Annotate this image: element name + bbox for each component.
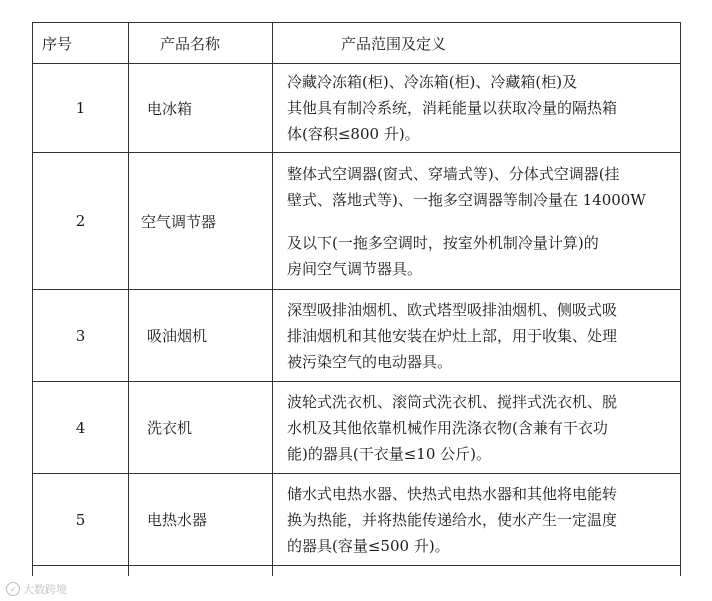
row-number: 5 [33,474,129,566]
row-number: 2 [33,153,129,290]
definition-line: 体(容积≤800 升)。 [287,125,420,143]
header-product-name: 产品名称 [129,23,273,64]
header-scope-definition: 产品范围及定义 [273,23,681,64]
definition-line: 水机及其他依靠机械作用洗涤衣物(含兼有干衣功 [287,418,608,437]
product-definition [273,474,681,566]
definition-line: 房间空气调节器具。 [287,259,423,278]
definition-line: 其他具有制冷系统，消耗能量以获取冷量的隔热箱 [287,99,618,117]
product-name: 洗衣机 [129,382,273,474]
row-number: 3 [33,290,129,382]
definition-line: 被污染空气的电动器具。 [287,352,453,371]
table-row [33,474,681,566]
table-row [33,64,681,153]
table-row [33,153,681,290]
table-header-row [33,23,681,64]
product-scope-table [32,22,681,576]
definition-line: 壁式、落地式等)、一拖多空调器等制冷量在 14000W [287,190,646,209]
definition-line: 能)的器具(干衣量≤10 公斤)。 [287,444,491,463]
table-row [33,290,681,382]
definition-line: 冷藏冷冻箱(柜)、冷冻箱(柜)、冷藏箱(柜)及 [287,73,578,91]
product-name: 吸油烟机 [129,290,273,382]
definition-line: 储水式电热水器、快热式电热水器和其他将电能转 [287,484,618,503]
definition-line: 的器具(容量≤500 升)。 [287,536,450,555]
definition-line: 换为热能，并将热能传递给水，使水产生一定温度 [287,510,618,529]
row-number: 1 [33,64,129,153]
product-definition [273,290,681,382]
product-definition [273,382,681,474]
definition-line: 深型吸排油烟机、欧式塔型吸排油烟机、侧吸式吸 [287,300,618,319]
logo-icon: ✓ [6,582,20,596]
product-definition [273,153,681,290]
table-row [33,382,681,474]
product-definition [273,64,681,153]
product-name: 空气调节器 [129,153,273,290]
header-serial-number: 序号 [33,23,129,64]
definition-line: 及以下(一拖多空调时，按室外机制冷量计算)的 [287,233,599,252]
definition-line: 波轮式洗衣机、滚筒式洗衣机、搅拌式洗衣机、脱 [287,392,618,411]
product-name: 电热水器 [129,474,273,566]
definition-line: 整体式空调器(窗式、穿墙式等)、分体式空调器(挂 [287,164,620,183]
definition-line: 排油烟机和其他安装在炉灶上部，用于收集、处理 [287,326,618,345]
product-name: 电冰箱 [129,64,273,153]
watermark-text: 大数跨境 [23,583,67,596]
table-row-cut-off [33,566,681,577]
watermark [6,581,67,597]
row-number: 4 [33,382,129,474]
